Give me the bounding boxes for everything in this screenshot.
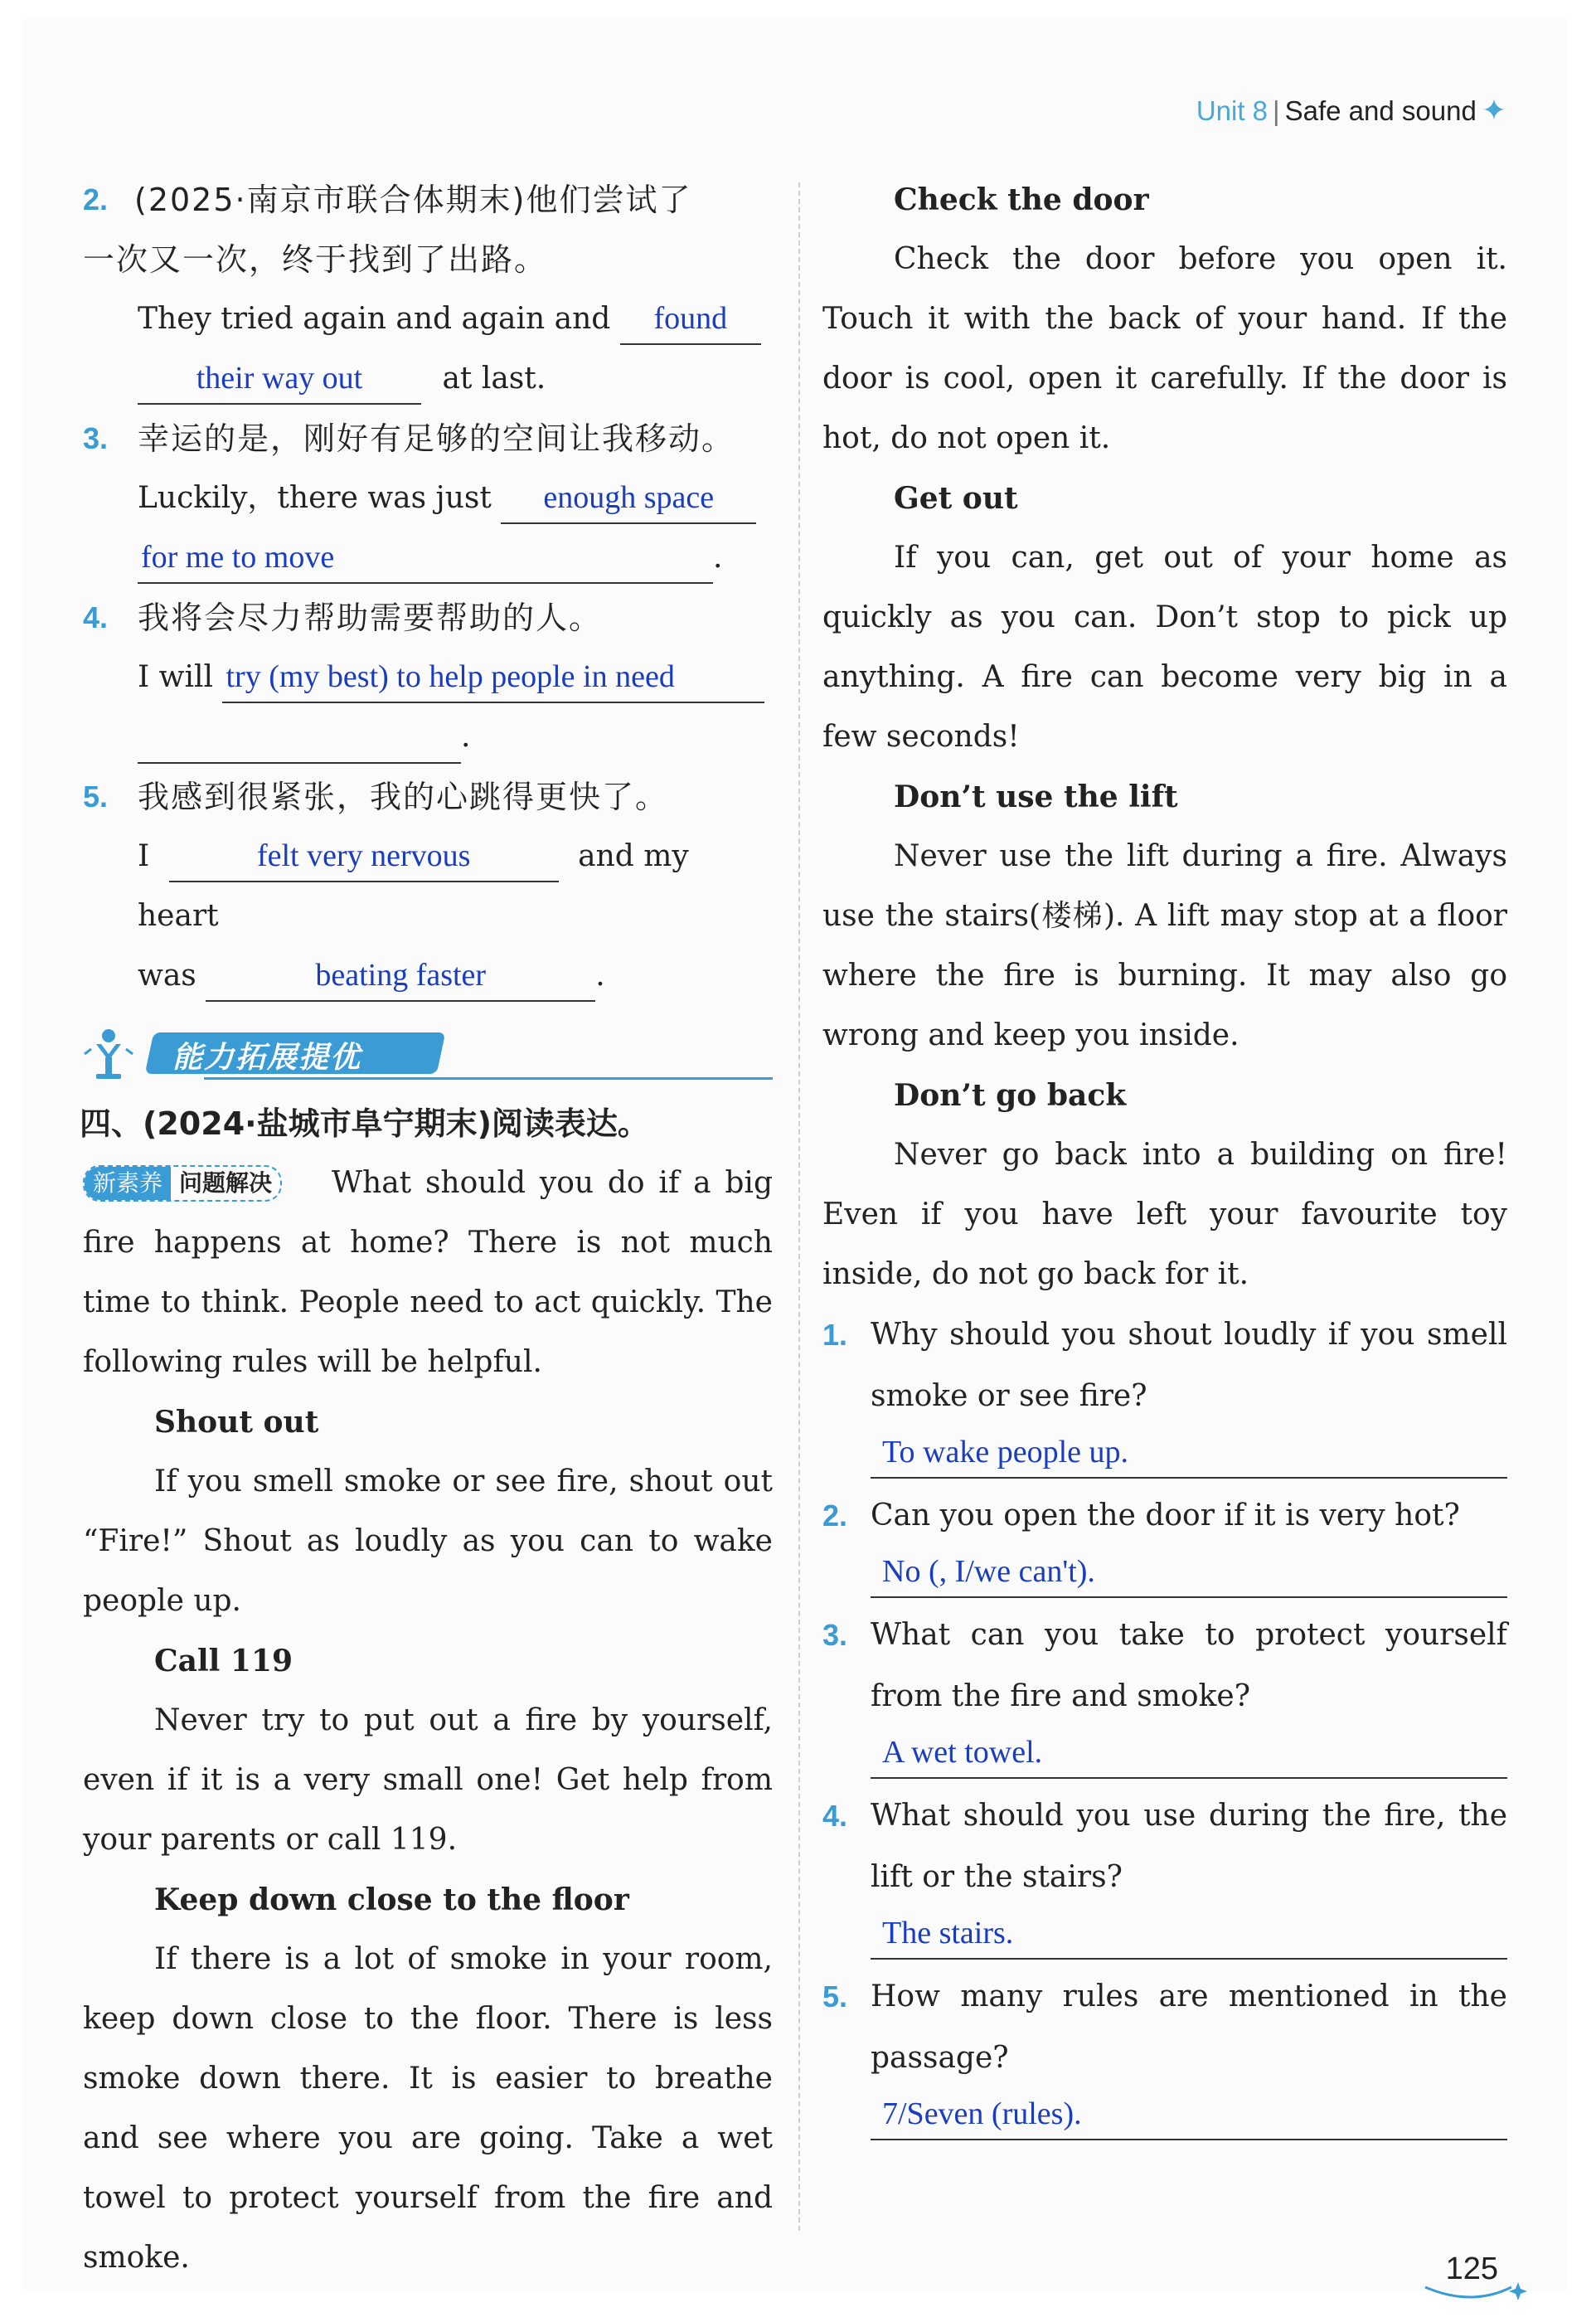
chinese-prompt: (2025·南京市联合体期末)他们尝试了 <box>134 182 692 218</box>
answer-blank[interactable]: enough space <box>501 473 756 524</box>
english-sentence <box>138 827 773 946</box>
item-number: 2. <box>83 182 109 216</box>
answer-blank[interactable]: felt very nervous <box>169 831 559 882</box>
period: . <box>461 720 471 754</box>
rule-paragraph: Never try to put out a fire by yourself, even if it is a very small one! Get help from your parents or call 119. <box>83 1703 773 1857</box>
chinese-prompt: 幸运的是，刚好有足够的空间让我移动。 <box>138 420 735 457</box>
answer-blank[interactable]: found <box>620 294 761 345</box>
unit-title: Safe and sound <box>1284 95 1477 126</box>
page-header <box>1196 93 1506 128</box>
sentence-text: They tried again and again and <box>138 302 611 336</box>
answer-blank[interactable]: their way out <box>138 353 421 405</box>
rule-heading: Keep down close to the floor <box>154 1882 629 1917</box>
sentence-text: and my heart <box>138 839 689 933</box>
question-number: 1. <box>822 1318 848 1352</box>
question-2 <box>822 1485 1507 1598</box>
english-sentence <box>138 289 773 349</box>
answer-line[interactable]: To wake people up. <box>871 1427 1507 1479</box>
banner-rule <box>204 1077 773 1080</box>
header-separator: | <box>1273 95 1280 126</box>
rule-paragraph: If you can, get out of your home as quickly as you can. Don’t stop to pick up anything. A fire can become very big in a few seconds! <box>822 541 1507 754</box>
answer-blank[interactable]: for me to move <box>138 532 713 584</box>
intro-text: What should you do if a big fire happens at home? There is not much time to think. People need to act quickly. The following rules will be helpful. <box>83 1166 773 1379</box>
answer-blank[interactable]: beating faster <box>206 950 595 1002</box>
chinese-prompt: 我将会尽力帮助需要帮助的人。 <box>138 600 603 636</box>
question-number: 2. <box>822 1499 848 1533</box>
question-number: 5. <box>822 1979 848 2013</box>
question-text: Can you open the door if it is very hot? <box>871 1499 1460 1533</box>
period: . <box>713 541 723 575</box>
column-divider <box>798 182 800 2231</box>
sentence-text: Luckily，there was just <box>138 481 492 515</box>
english-sentence-cont <box>138 946 773 1006</box>
english-sentence-cont <box>138 707 773 767</box>
chinese-prompt: 我感到很紧张，我的心跳得更快了。 <box>138 779 669 815</box>
empty-blank[interactable] <box>138 712 461 764</box>
exercise-item-4 <box>83 588 773 767</box>
question-text: Why should you shout loudly if you smell smoke or see fire? <box>871 1318 1507 1413</box>
exercise-item-3 <box>83 409 773 588</box>
exercise-item-2 <box>83 170 773 409</box>
unit-label: Unit 8 <box>1196 95 1269 126</box>
page-number-swoosh-icon <box>1422 2279 1530 2304</box>
period: . <box>595 959 605 993</box>
sentence-text: was <box>138 959 196 993</box>
rule-heading: Get out <box>894 481 1018 516</box>
page-number: 125 <box>1445 2251 1498 2286</box>
english-sentence-cont <box>138 528 773 588</box>
rule-heading: Don’t go back <box>894 1078 1127 1113</box>
left-column <box>80 170 773 2288</box>
question-text: How many rules are mentioned in the passage? <box>871 1979 1507 2075</box>
sentence-text: I will <box>138 660 214 694</box>
answer-line[interactable]: 7/Seven (rules). <box>871 2089 1507 2140</box>
tag-label: 新素养 <box>85 1167 171 1200</box>
question-number: 3. <box>822 1618 848 1652</box>
question-4 <box>822 1785 1507 1960</box>
chinese-prompt-cont: 一次又一次，终于找到了出路。 <box>83 241 548 278</box>
intro-paragraph <box>83 1154 773 1392</box>
sentence-text: I <box>138 839 150 873</box>
question-3 <box>822 1605 1507 1779</box>
tag-label: 问题解决 <box>179 1169 273 1197</box>
section-title: 四、(2024·盐城市阜宁期末)阅读表达。 <box>80 1105 649 1142</box>
rule-paragraph: Check the door before you open it. Touch it with the back of your hand. If the door is cool, open it carefully. If the door is hot, do not open it. <box>822 242 1507 455</box>
item-number: 4. <box>83 600 109 634</box>
rule-paragraph: Never go back into a building on fire! Even if you have left your favourite toy inside, do not go back for it. <box>822 1138 1507 1291</box>
rule-paragraph: If there is a lot of smoke in your room, keep down close to the floor. There is less smoke down there. It is easier to breathe and see where you are going. Take a wet towel to protect yourself from the fire and smoke. <box>83 1942 773 2275</box>
question-5 <box>822 1966 1507 2140</box>
section-banner <box>80 1024 773 1086</box>
sparkle-icon: ✦ <box>1481 93 1506 127</box>
question-number: 4. <box>822 1799 848 1833</box>
question-text: What can you take to protect yourself from the fire and smoke? <box>871 1618 1507 1713</box>
rule-paragraph: Never use the lift during a fire. Always use the stairs(楼梯). A lift may stop at a floor where the fire is burning. It may also go wrong and keep you inside. <box>822 839 1508 1052</box>
answer-blank[interactable]: try (my best) to help people in need <box>222 652 764 703</box>
item-number: 5. <box>83 780 109 814</box>
english-sentence-cont <box>138 349 773 409</box>
question-1 <box>822 1304 1507 1479</box>
english-sentence <box>138 469 773 528</box>
skill-tag <box>83 1165 282 1202</box>
exercise-item-5 <box>83 767 773 1006</box>
answer-line[interactable]: No (, I/we can't). <box>871 1547 1507 1598</box>
english-sentence <box>138 648 773 707</box>
rule-heading: Shout out <box>154 1405 319 1440</box>
trophy-icon <box>80 1024 138 1084</box>
rule-paragraph: If you smell smoke or see fire, shout out “Fire!” Shout as loudly as you can to wake people up. <box>83 1465 773 1618</box>
rule-heading: Don’t use the lift <box>894 780 1178 814</box>
answer-line[interactable]: A wet towel. <box>871 1727 1507 1779</box>
rule-heading: Check the door <box>894 182 1149 217</box>
rule-heading: Call 119 <box>154 1644 293 1678</box>
sentence-text: at last. <box>442 362 546 396</box>
right-column <box>822 170 1507 2147</box>
question-text: What should you use during the fire, the lift or the stairs? <box>871 1799 1507 1894</box>
item-number: 3. <box>83 421 109 455</box>
answer-line[interactable]: The stairs. <box>871 1908 1507 1960</box>
banner-title: 能力拓展提优 <box>172 1041 362 1075</box>
